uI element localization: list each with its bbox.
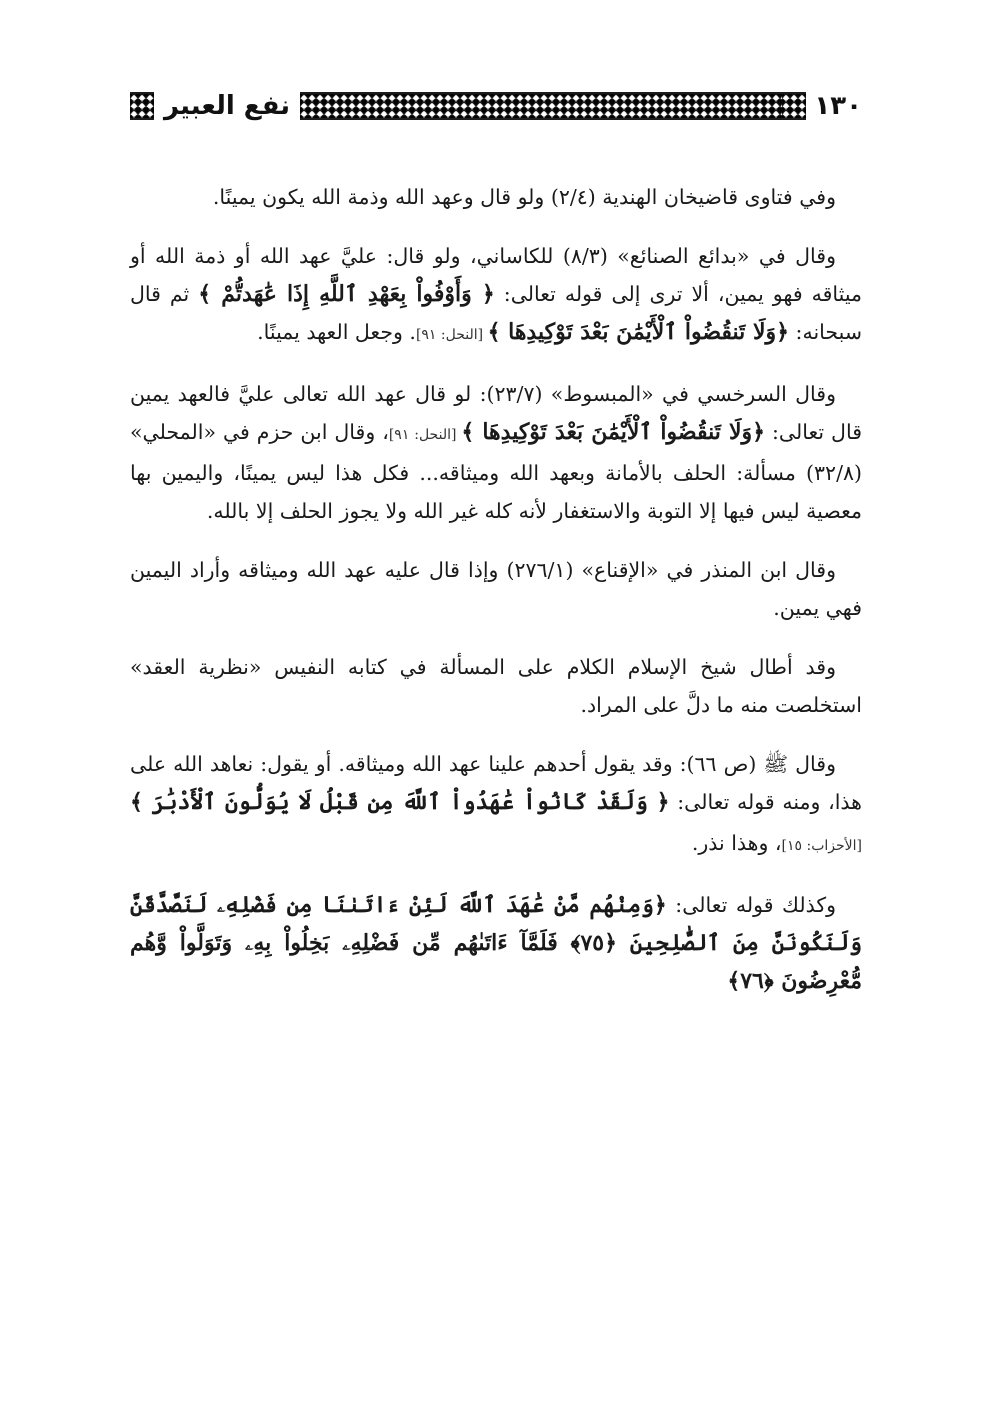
paragraph-text: وقال في «بدائع الصنائع» (٨/٣) للكاساني، ولو قال: عليَّ عهد الله أو ذمة الله أو ميثاقه فهو يمين، ألا ترى إلى قوله تعالى: [130, 244, 863, 306]
paragraph-text: ، وقال ابن حزم في «المحلي» (٣٢/٨) مسألة: الحلف بالأمانة وبعهد الله وميثاقه... فكل هذا ليس يمينًا، واليمين بها معصية ليس فيها إلا التوبة والاستغفار لأنه كله غير الله ولا يجوز الحلف إلا بالله. [130, 420, 862, 523]
paragraph-text: وفي فتاوى قاضيخان الهندية (٢/٤) ولو قال وعهد الله وذمة الله يكون يمينًا. [212, 185, 836, 209]
verse-citation: [الأحزاب: ١٥] [781, 838, 862, 854]
paragraph-text: وقد أطال شيخ الإسلام الكلام على المسألة في كتابه النفيس «نظرية العقد» استخلصت منه ما دلَّ على المراد. [130, 655, 862, 717]
paragraph-text: ، وهذا نذر. [691, 831, 782, 855]
paragraph [130, 886, 862, 1000]
quran-verse: ﴿وَلَا تَنقُضُواْ ٱلْأَيْمَٰنَ بَعْدَ تَوْكِيدِهَا ﴾ [461, 419, 766, 445]
quran-verse: ﴿ وَأَوْفُواْ بِعَهْدِ ٱللَّهِ إِذَا عَٰهَدتُّمْ ﴾ [198, 281, 495, 307]
book-title: نفع العبير [164, 91, 291, 121]
paragraph-text: ثم قال سبحانه: [130, 282, 862, 344]
quran-verse: ﴿ وَلَقَدْ كَانُواْ عَٰهَدُواْ ٱللَّهَ مِن قَبْلُ لَا يُوَلُّونَ ٱلْأَدْبَٰرَ ﴾ [130, 789, 670, 815]
paragraph-text: وقال ﷺ (ص ٦٦): وقد يقول أحدهم علينا عهد الله وميثاقه. أو يقول: نعاهد الله على هذا، ومنه قوله تعالى: [130, 752, 862, 814]
paragraph-text: وقال ابن المنذر في «الإقناع» (٢٧٦/١) وإذا قال عليه عهد الله وميثاقه وأراد اليمين فهي يمين. [130, 558, 862, 620]
paragraph [130, 551, 862, 627]
paragraph [130, 375, 862, 530]
paragraph-text: . وجعل العهد يمينًا. [257, 320, 416, 344]
ornament-left-block [782, 92, 806, 120]
paragraph [130, 237, 862, 354]
paragraph-text: وكذلك قوله تعالى: [666, 893, 836, 917]
paragraph [130, 178, 862, 216]
page-header [130, 86, 862, 126]
quran-verse: ﴿وَمِنْهُم مَّنْ عَٰهَدَ ٱللَّهَ لَئِنْ ءَاتَىٰنَا مِن فَضْلِهِۦ لَنَصَّدَّقَنَّ وَلَنَكُونَنَّ مِنَ ٱلصَّٰلِحِينَ ﴿٧٥﴾ فَلَمَّآ ءَاتَىٰهُم مِّن فَضْلِهِۦ بَخِلُواْ بِهِۦ وَتَوَلَّواْ وَّهُم مُّعْرِضُونَ ﴿٧٦﴾ [130, 892, 862, 994]
page-body [130, 178, 862, 1021]
quran-verse: ﴿وَلَا تَنقُضُواْ ٱلْأَيْمَٰنَ بَعْدَ تَوْكِيدِهَا ﴾ [487, 319, 790, 345]
paragraph [130, 745, 862, 865]
ornament-right-block [130, 92, 154, 120]
page-number: ١٣٠ [814, 91, 862, 121]
paragraph [130, 648, 862, 724]
verse-citation: [النحل: ٩١] [415, 327, 488, 343]
verse-citation: [النحل: ٩١] [388, 427, 462, 443]
paragraph-text: وقال السرخسي في «المبسوط» (٢٣/٧): لو قال عهد الله تعالى عليَّ فالعهد يمين قال تعالى: [130, 382, 862, 444]
ornament-band [300, 92, 782, 120]
